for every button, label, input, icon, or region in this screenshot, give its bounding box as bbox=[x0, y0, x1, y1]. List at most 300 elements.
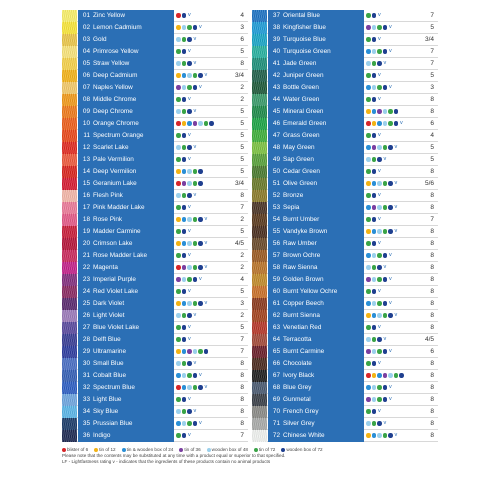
color-row bbox=[62, 310, 248, 322]
color-number: 02 bbox=[82, 24, 90, 31]
color-swatch bbox=[252, 34, 267, 46]
color-swatch bbox=[252, 406, 267, 418]
color-row bbox=[252, 346, 438, 358]
availability-dots bbox=[366, 133, 381, 140]
legend-dot bbox=[254, 448, 258, 452]
color-row bbox=[62, 358, 248, 370]
vegan-mark: v bbox=[204, 300, 208, 306]
color-number: 39 bbox=[272, 36, 280, 43]
availability-dot bbox=[187, 145, 192, 150]
availability-dot bbox=[182, 133, 187, 138]
color-swatch bbox=[252, 358, 267, 370]
color-row bbox=[62, 34, 248, 46]
availability-dot bbox=[377, 121, 382, 126]
availability-dot bbox=[377, 433, 382, 438]
color-name: Turquoise Green bbox=[283, 48, 331, 55]
color-swatch bbox=[252, 142, 267, 154]
lightfastness-rating: 8 bbox=[430, 300, 434, 307]
availability-dot bbox=[187, 25, 192, 30]
color-number: 47 bbox=[272, 132, 280, 139]
color-swatch bbox=[62, 334, 77, 346]
availability-dot bbox=[182, 229, 187, 234]
color-name-cell bbox=[268, 142, 364, 154]
color-name-cell bbox=[268, 238, 364, 250]
color-row bbox=[252, 334, 438, 346]
color-name: Turquoise Blue bbox=[283, 36, 326, 43]
color-name: May Green bbox=[283, 144, 315, 151]
vegan-mark: v bbox=[188, 288, 191, 294]
color-number: 66 bbox=[272, 360, 280, 367]
color-row bbox=[252, 310, 438, 322]
availability-dot bbox=[372, 205, 377, 210]
color-number: 13 bbox=[82, 156, 90, 163]
vegan-mark: v bbox=[204, 384, 208, 390]
color-number: 23 bbox=[82, 276, 90, 283]
color-name: Sepia bbox=[283, 204, 300, 211]
availability-dot bbox=[372, 301, 377, 306]
availability-dot bbox=[366, 433, 371, 438]
lightfastness-rating: 4 bbox=[240, 276, 244, 283]
vegan-mark: v bbox=[204, 216, 208, 222]
availability-dots bbox=[366, 397, 392, 404]
availability-dot bbox=[198, 169, 203, 174]
color-row bbox=[252, 274, 438, 286]
color-row bbox=[62, 250, 248, 262]
color-name-cell bbox=[78, 178, 174, 190]
color-name: Sap Green bbox=[283, 156, 314, 163]
color-name-cell bbox=[78, 106, 174, 118]
color-number: 05 bbox=[82, 60, 90, 67]
availability-dot bbox=[366, 409, 371, 414]
color-name-cell bbox=[268, 298, 364, 310]
availability-dots bbox=[176, 229, 191, 236]
color-name-cell bbox=[78, 142, 174, 154]
color-name: Oriental Blue bbox=[283, 12, 320, 19]
availability-dots bbox=[366, 277, 392, 284]
color-row bbox=[62, 322, 248, 334]
vegan-mark: v bbox=[193, 108, 197, 114]
availability-dots bbox=[366, 37, 381, 44]
color-swatch bbox=[62, 22, 77, 34]
color-name: French Grey bbox=[283, 408, 319, 415]
vegan-mark: v bbox=[394, 204, 398, 210]
color-name-cell bbox=[78, 58, 174, 70]
lightfastness-rating: 8 bbox=[430, 108, 434, 115]
color-number: 36 bbox=[82, 432, 90, 439]
color-row bbox=[62, 394, 248, 406]
vegan-mark: v bbox=[389, 396, 392, 402]
availability-dots bbox=[366, 13, 381, 20]
availability-dot bbox=[209, 121, 214, 126]
availability-dot bbox=[388, 121, 393, 126]
vegan-mark: v bbox=[389, 84, 392, 90]
vegan-mark: v bbox=[188, 336, 191, 342]
color-number: 08 bbox=[82, 96, 90, 103]
color-row bbox=[252, 214, 438, 226]
color-number: 43 bbox=[272, 84, 280, 91]
color-name: Geranium Lake bbox=[93, 180, 137, 187]
lightfastness-rating: 8 bbox=[430, 276, 434, 283]
vegan-mark: v bbox=[394, 312, 398, 318]
availability-dot bbox=[182, 337, 187, 342]
availability-dot bbox=[182, 121, 187, 126]
color-row bbox=[62, 106, 248, 118]
availability-dots bbox=[366, 85, 392, 92]
availability-dot bbox=[372, 241, 377, 246]
lightfastness-rating: 8 bbox=[430, 408, 434, 415]
availability-dot bbox=[372, 337, 377, 342]
availability-dots bbox=[176, 49, 191, 56]
vegan-mark: v bbox=[204, 240, 208, 246]
color-number: 44 bbox=[272, 96, 280, 103]
availability-dot bbox=[366, 253, 371, 258]
availability-dot bbox=[176, 169, 181, 174]
legend-note-2: LF - Lightfastness rating v - indicates that the ingredients of these products contain no animal products bbox=[62, 459, 271, 464]
color-number: 68 bbox=[272, 384, 280, 391]
color-row bbox=[62, 22, 248, 34]
availability-dots bbox=[176, 409, 196, 416]
color-name: Burnt Sienna bbox=[283, 312, 320, 319]
color-name-cell bbox=[78, 22, 174, 34]
color-number: 16 bbox=[82, 192, 90, 199]
color-name: Burnt Yellow Ochre bbox=[283, 288, 338, 295]
color-name: Burnt Umber bbox=[283, 216, 320, 223]
availability-dot bbox=[182, 25, 187, 30]
availability-dot bbox=[176, 205, 181, 210]
lightfastness-rating: 8 bbox=[430, 360, 434, 367]
availability-dot bbox=[366, 397, 371, 402]
availability-dot bbox=[377, 61, 382, 66]
lightfastness-rating: 4/5 bbox=[424, 336, 434, 343]
vegan-mark: v bbox=[378, 132, 381, 138]
color-number: 29 bbox=[82, 348, 90, 355]
availability-dot bbox=[388, 109, 393, 114]
availability-dots bbox=[176, 205, 191, 212]
availability-dot bbox=[187, 313, 192, 318]
availability-dots bbox=[176, 85, 202, 92]
availability-dot bbox=[366, 25, 371, 30]
color-name-cell bbox=[268, 58, 364, 70]
vegan-mark: v bbox=[389, 24, 392, 30]
availability-dot bbox=[366, 145, 371, 150]
availability-dot bbox=[176, 193, 181, 198]
color-number: 21 bbox=[82, 252, 90, 259]
availability-dot bbox=[198, 181, 203, 186]
availability-dot bbox=[366, 277, 371, 282]
lightfastness-rating: 8 bbox=[430, 420, 434, 427]
color-name-cell bbox=[78, 394, 174, 406]
availability-dots bbox=[176, 397, 191, 404]
color-name-cell bbox=[268, 418, 364, 430]
availability-dot bbox=[182, 145, 187, 150]
lightfastness-rating: 8 bbox=[430, 96, 434, 103]
color-name: Copper Beech bbox=[283, 300, 324, 307]
color-swatch bbox=[252, 190, 267, 202]
availability-dot bbox=[182, 85, 187, 90]
lightfastness-rating: 8 bbox=[240, 372, 244, 379]
color-name: Terracotta bbox=[283, 336, 312, 343]
color-name: Jade Green bbox=[283, 60, 317, 67]
availability-dot bbox=[176, 73, 181, 78]
availability-dot bbox=[372, 61, 377, 66]
color-name-cell bbox=[78, 310, 174, 322]
availability-dot bbox=[198, 121, 203, 126]
availability-dots bbox=[366, 181, 397, 188]
availability-dots bbox=[176, 157, 191, 164]
availability-dot bbox=[182, 277, 187, 282]
availability-dot bbox=[187, 121, 192, 126]
availability-dots bbox=[366, 325, 381, 332]
availability-dot bbox=[372, 157, 377, 162]
lightfastness-rating: 5 bbox=[240, 108, 244, 115]
lightfastness-rating: 8 bbox=[430, 384, 434, 391]
color-name: Blue Grey bbox=[283, 384, 312, 391]
color-number: 11 bbox=[83, 132, 90, 139]
availability-dots bbox=[176, 217, 207, 224]
availability-dot bbox=[193, 349, 198, 354]
color-number: 31 bbox=[82, 372, 90, 379]
color-name: Magenta bbox=[93, 264, 118, 271]
color-swatch bbox=[252, 334, 267, 346]
vegan-mark: v bbox=[188, 12, 191, 18]
color-swatch bbox=[62, 406, 77, 418]
color-name: Gunmetal bbox=[283, 396, 311, 403]
color-row bbox=[252, 142, 438, 154]
color-name-cell bbox=[268, 406, 364, 418]
lightfastness-rating: 6 bbox=[240, 36, 244, 43]
availability-dot bbox=[372, 193, 377, 198]
availability-dot bbox=[383, 373, 388, 378]
availability-dot bbox=[182, 241, 187, 246]
lightfastness-rating: 5 bbox=[430, 144, 434, 151]
color-row bbox=[62, 10, 248, 22]
availability-dots bbox=[366, 433, 397, 440]
color-row bbox=[252, 166, 438, 178]
availability-dot bbox=[388, 205, 393, 210]
availability-dot bbox=[176, 361, 181, 366]
vegan-mark: v bbox=[199, 372, 202, 378]
legend-dot bbox=[179, 448, 183, 452]
availability-dots bbox=[176, 73, 207, 80]
color-row bbox=[62, 406, 248, 418]
vegan-mark: v bbox=[389, 300, 392, 306]
color-number: 69 bbox=[272, 396, 280, 403]
availability-dots bbox=[366, 73, 381, 80]
legend-label: wooden box of 48 bbox=[211, 447, 248, 452]
color-swatch bbox=[252, 22, 267, 34]
availability-dot bbox=[366, 109, 371, 114]
availability-dot bbox=[366, 205, 371, 210]
color-row bbox=[252, 262, 438, 274]
color-name-cell bbox=[78, 250, 174, 262]
color-number: 70 bbox=[272, 408, 280, 415]
availability-dots bbox=[176, 25, 202, 32]
color-row bbox=[252, 394, 438, 406]
color-name: Blue Violet Lake bbox=[93, 324, 140, 331]
color-name: Flesh Pink bbox=[93, 192, 123, 199]
color-swatch bbox=[252, 46, 267, 58]
color-number: 60 bbox=[272, 288, 280, 295]
availability-dot bbox=[372, 373, 377, 378]
availability-dot bbox=[182, 373, 187, 378]
availability-dot bbox=[366, 73, 371, 78]
lightfastness-rating: 6 bbox=[430, 348, 434, 355]
lightfastness-rating: 4 bbox=[240, 12, 244, 19]
color-swatch bbox=[62, 382, 77, 394]
availability-dot bbox=[366, 265, 371, 270]
color-number: 40 bbox=[272, 48, 280, 55]
availability-dot bbox=[372, 289, 377, 294]
vegan-mark: v bbox=[378, 12, 381, 18]
vegan-mark: v bbox=[389, 384, 392, 390]
vegan-mark: v bbox=[199, 84, 202, 90]
color-name: Golden Brown bbox=[283, 276, 324, 283]
color-name: Light Blue bbox=[93, 396, 122, 403]
color-swatch bbox=[62, 154, 77, 166]
availability-dot bbox=[187, 349, 192, 354]
availability-dot bbox=[366, 169, 371, 174]
availability-dot bbox=[193, 25, 198, 30]
vegan-mark: v bbox=[389, 252, 392, 258]
availability-dot bbox=[366, 325, 371, 330]
availability-dot bbox=[366, 133, 371, 138]
color-swatch bbox=[62, 322, 77, 334]
color-number: 33 bbox=[82, 396, 90, 403]
availability-dot bbox=[193, 373, 198, 378]
availability-dots bbox=[366, 361, 381, 368]
vegan-mark: v bbox=[378, 72, 381, 78]
availability-dot bbox=[176, 277, 181, 282]
availability-dot bbox=[366, 217, 371, 222]
color-number: 63 bbox=[272, 324, 280, 331]
color-swatch bbox=[62, 106, 77, 118]
color-name: Naples Yellow bbox=[93, 84, 133, 91]
lightfastness-rating: 7 bbox=[240, 336, 244, 343]
lightfastness-rating: 8 bbox=[240, 384, 244, 391]
color-name: Prussian Blue bbox=[93, 420, 133, 427]
lightfastness-rating: 8 bbox=[430, 228, 434, 235]
color-swatch bbox=[252, 94, 267, 106]
availability-dot bbox=[193, 121, 198, 126]
legend-label: tin of 72 bbox=[258, 447, 276, 452]
color-number: 48 bbox=[272, 144, 280, 151]
availability-dot bbox=[372, 433, 377, 438]
color-swatch bbox=[62, 430, 77, 442]
color-row bbox=[62, 46, 248, 58]
availability-dot bbox=[372, 121, 377, 126]
color-swatch bbox=[252, 286, 267, 298]
availability-dot bbox=[377, 337, 382, 342]
availability-dot bbox=[182, 97, 187, 102]
availability-dot bbox=[372, 217, 377, 222]
color-name-cell bbox=[78, 298, 174, 310]
availability-dot bbox=[182, 433, 187, 438]
color-name: Imperial Purple bbox=[93, 276, 136, 283]
color-swatch bbox=[252, 178, 267, 190]
vegan-mark: v bbox=[204, 72, 208, 78]
color-swatch bbox=[252, 106, 267, 118]
vegan-mark: v bbox=[383, 336, 387, 342]
availability-dot bbox=[187, 193, 192, 198]
availability-dot bbox=[366, 373, 371, 378]
color-number: 26 bbox=[82, 312, 90, 319]
color-name-cell bbox=[268, 262, 364, 274]
availability-dot bbox=[176, 313, 181, 318]
color-row bbox=[62, 58, 248, 70]
availability-dots bbox=[176, 109, 196, 116]
lightfastness-rating: 7 bbox=[240, 348, 244, 355]
availability-dot bbox=[388, 145, 393, 150]
color-name: Straw Yellow bbox=[93, 60, 130, 67]
vegan-mark: v bbox=[383, 156, 387, 162]
availability-dot bbox=[383, 49, 388, 54]
lightfastness-rating: 5 bbox=[430, 24, 434, 31]
color-swatch bbox=[62, 226, 77, 238]
availability-dot bbox=[182, 181, 187, 186]
color-name: Emerald Green bbox=[283, 120, 327, 127]
left-color-column bbox=[62, 10, 248, 442]
availability-dot bbox=[187, 85, 192, 90]
availability-dot bbox=[182, 265, 187, 270]
lightfastness-rating: 2 bbox=[240, 84, 244, 91]
color-name-cell bbox=[268, 118, 364, 130]
availability-dots bbox=[366, 157, 386, 164]
availability-dot bbox=[383, 433, 388, 438]
availability-dot bbox=[198, 73, 203, 78]
color-number: 62 bbox=[272, 312, 280, 319]
availability-dot bbox=[372, 49, 377, 54]
availability-dot bbox=[198, 241, 203, 246]
vegan-mark: v bbox=[378, 168, 381, 174]
color-number: 61 bbox=[272, 300, 280, 307]
availability-dot bbox=[372, 277, 377, 282]
availability-dot bbox=[187, 181, 192, 186]
color-row bbox=[252, 70, 438, 82]
color-name: Crimson Lake bbox=[93, 240, 133, 247]
color-name-cell bbox=[268, 334, 364, 346]
color-row bbox=[62, 118, 248, 130]
lightfastness-rating: 8 bbox=[240, 396, 244, 403]
color-row bbox=[62, 346, 248, 358]
color-swatch bbox=[62, 298, 77, 310]
color-name-cell bbox=[78, 346, 174, 358]
color-swatch bbox=[252, 382, 267, 394]
availability-dot bbox=[182, 193, 187, 198]
color-swatch bbox=[252, 298, 267, 310]
lightfastness-rating: 5 bbox=[240, 168, 244, 175]
availability-dot bbox=[176, 421, 181, 426]
availability-dots bbox=[176, 13, 191, 20]
availability-dot bbox=[372, 85, 377, 90]
lightfastness-rating: 2 bbox=[240, 216, 244, 223]
lightfastness-rating: 8 bbox=[430, 168, 434, 175]
legend-dot bbox=[207, 448, 211, 452]
lightfastness-rating: 8 bbox=[430, 192, 434, 199]
availability-dot bbox=[372, 325, 377, 330]
color-row bbox=[252, 118, 438, 130]
vegan-mark: v bbox=[378, 192, 381, 198]
vegan-mark: v bbox=[188, 252, 191, 258]
availability-dot bbox=[193, 217, 198, 222]
availability-dot bbox=[388, 313, 393, 318]
color-name-cell bbox=[78, 82, 174, 94]
availability-dot bbox=[377, 421, 382, 426]
color-number: 41 bbox=[272, 60, 280, 67]
lightfastness-rating: 8 bbox=[430, 204, 434, 211]
color-name: Pink Madder Lake bbox=[93, 204, 145, 211]
availability-dot bbox=[372, 109, 377, 114]
availability-dot bbox=[176, 85, 181, 90]
